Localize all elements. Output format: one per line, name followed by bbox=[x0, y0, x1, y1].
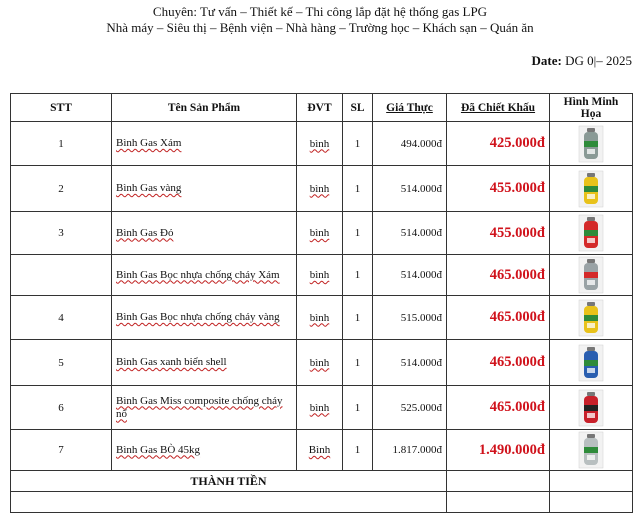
cell-unit bbox=[297, 166, 343, 212]
cell-qty-text: 1 bbox=[354, 269, 361, 281]
cell-qty bbox=[343, 340, 373, 386]
cell-image bbox=[550, 212, 633, 255]
cell-stt-text: 4 bbox=[58, 311, 64, 324]
cell-unit bbox=[297, 212, 343, 255]
cell-discount bbox=[447, 122, 550, 166]
cell-unit bbox=[297, 340, 343, 386]
cell-qty-text: 1 bbox=[354, 137, 361, 150]
cell-discount-text: 465.000đ bbox=[489, 309, 545, 325]
extra-row-image-cell bbox=[550, 492, 633, 513]
cell-unit bbox=[297, 255, 343, 296]
col-header-qty: SL bbox=[343, 94, 373, 122]
cell-price bbox=[373, 122, 447, 166]
col-header-unit: ĐVT bbox=[297, 94, 343, 122]
cell-qty-text: 1 bbox=[354, 182, 361, 195]
cell-stt bbox=[11, 296, 112, 340]
cell-stt bbox=[11, 212, 112, 255]
document-header bbox=[0, 4, 640, 36]
col-header-stt: STT bbox=[11, 94, 112, 122]
cell-discount-text: 1.490.000đ bbox=[478, 441, 545, 458]
cell-unit-text: bình bbox=[309, 356, 330, 369]
cell-discount-text: 455.000đ bbox=[489, 180, 545, 196]
cell-stt-text: 1 bbox=[58, 137, 64, 150]
table-row bbox=[11, 122, 633, 166]
cell-discount-text: 455.000đ bbox=[489, 224, 545, 241]
total-image-cell bbox=[550, 471, 633, 492]
cell-discount-text: 465.000đ bbox=[489, 266, 545, 283]
header-line-2: Nhà máy – Siêu thị – Bệnh viện – Nhà hàng – Trường học – Khách sạn – Quán ăn bbox=[106, 20, 534, 35]
cell-unit-text: bình bbox=[309, 227, 330, 239]
gas-cylinder-icon bbox=[578, 299, 604, 337]
cell-price bbox=[373, 386, 447, 430]
total-row bbox=[11, 471, 633, 492]
cell-discount bbox=[447, 166, 550, 212]
cell-product-name-text: Bình Gas Miss composite chống cháy nổ bbox=[116, 394, 283, 420]
cell-qty-text: 1 bbox=[354, 401, 361, 414]
cell-unit-text: bình bbox=[309, 182, 330, 195]
table-row bbox=[11, 255, 633, 296]
table-header-row bbox=[11, 94, 633, 122]
cell-stt-text: 6 bbox=[58, 401, 64, 414]
cell-product-name-text: Bình Gas vàng bbox=[116, 182, 182, 194]
cell-stt-text: 7 bbox=[58, 444, 64, 456]
cell-product-name bbox=[112, 122, 297, 166]
cell-image bbox=[550, 255, 633, 296]
table-row bbox=[11, 386, 633, 430]
cell-discount-text: 425.000đ bbox=[489, 135, 545, 151]
cell-product-name-text: Bình Gas BÒ 45kg bbox=[116, 443, 201, 456]
cell-product-name bbox=[112, 255, 297, 296]
extra-row-value-cell bbox=[447, 492, 550, 513]
cell-price-text: 1.817.000đ bbox=[392, 444, 442, 456]
cell-unit-text: bình bbox=[309, 401, 330, 414]
cell-unit bbox=[297, 122, 343, 166]
cell-product-name-text: Bình Gas xanh biển shell bbox=[116, 356, 227, 368]
col-header-price: Giá Thực bbox=[373, 94, 447, 122]
cell-qty bbox=[343, 386, 373, 430]
cell-product-name bbox=[112, 166, 297, 212]
cell-price-text: 514.000đ bbox=[400, 182, 442, 195]
cell-unit-text: bình bbox=[309, 269, 330, 281]
total-value-cell bbox=[447, 471, 550, 492]
cell-qty bbox=[343, 255, 373, 296]
gas-cylinder-icon bbox=[578, 214, 604, 252]
cell-product-name bbox=[112, 212, 297, 255]
cell-price bbox=[373, 255, 447, 296]
cell-image bbox=[550, 166, 633, 212]
cell-unit-text: bình bbox=[309, 137, 330, 150]
cell-qty bbox=[343, 430, 373, 471]
cell-discount bbox=[447, 255, 550, 296]
cell-stt-text: 5 bbox=[58, 356, 64, 369]
cell-qty-text: 1 bbox=[354, 227, 361, 239]
col-header-discount: Đã Chiết Khấu bbox=[447, 94, 550, 122]
cell-product-name-text: Bình Gas Bọc nhựa chống cháy Xám bbox=[116, 268, 280, 281]
cell-discount bbox=[447, 340, 550, 386]
cell-price-text: 515.000đ bbox=[400, 311, 442, 324]
cell-product-name bbox=[112, 386, 297, 430]
cell-stt-text: 3 bbox=[58, 227, 64, 239]
gas-cylinder-icon bbox=[578, 256, 604, 294]
cell-discount bbox=[447, 386, 550, 430]
cell-discount-text: 465.000đ bbox=[489, 354, 545, 370]
cell-qty bbox=[343, 166, 373, 212]
table-row bbox=[11, 212, 633, 255]
cell-image bbox=[550, 430, 633, 471]
cell-unit bbox=[297, 430, 343, 471]
table-row bbox=[11, 340, 633, 386]
cell-price-text: 525.000đ bbox=[400, 401, 442, 414]
cell-stt bbox=[11, 122, 112, 166]
cell-product-name bbox=[112, 296, 297, 340]
gas-cylinder-icon bbox=[578, 431, 604, 469]
cell-unit-text: Bình bbox=[308, 444, 331, 456]
cell-qty-text: 1 bbox=[354, 311, 361, 324]
cell-qty bbox=[343, 122, 373, 166]
cell-qty-text: 1 bbox=[354, 356, 361, 369]
cell-unit-text: bình bbox=[309, 311, 330, 324]
cell-qty-text: 1 bbox=[354, 444, 361, 456]
cell-stt bbox=[11, 430, 112, 471]
cell-stt bbox=[11, 386, 112, 430]
cell-price bbox=[373, 296, 447, 340]
price-table bbox=[10, 93, 633, 513]
cell-image bbox=[550, 386, 633, 430]
col-header-name: Tên Sản Phẩm bbox=[112, 94, 297, 122]
cell-price-text: 514.000đ bbox=[400, 269, 442, 281]
cell-unit bbox=[297, 296, 343, 340]
date-line bbox=[532, 53, 632, 69]
cell-product-name-text: Bình Gas Đỏ bbox=[116, 226, 174, 239]
cell-discount-text: 465.000đ bbox=[489, 399, 545, 415]
cell-price-text: 514.000đ bbox=[400, 356, 442, 369]
cell-product-name bbox=[112, 340, 297, 386]
gas-cylinder-icon bbox=[578, 170, 604, 208]
total-label: THÀNH TIỀN bbox=[11, 471, 447, 492]
cell-product-name bbox=[112, 430, 297, 471]
cell-discount bbox=[447, 212, 550, 255]
cell-price bbox=[373, 212, 447, 255]
date-label: Date: bbox=[531, 53, 562, 68]
cell-qty bbox=[343, 296, 373, 340]
cell-stt-text: 2 bbox=[58, 182, 64, 195]
col-header-image: Hình Minh Họa bbox=[550, 94, 633, 122]
cell-image bbox=[550, 340, 633, 386]
gas-cylinder-icon bbox=[578, 125, 604, 163]
cell-price bbox=[373, 430, 447, 471]
table-row bbox=[11, 166, 633, 212]
gas-cylinder-icon bbox=[578, 344, 604, 382]
cell-product-name-text: Bình Gas Bọc nhựa chống cháy vàng bbox=[116, 311, 280, 323]
cell-image bbox=[550, 122, 633, 166]
cell-price bbox=[373, 166, 447, 212]
header-line-1: Chuyên: Tư vấn – Thiết kế – Thi công lắp đặt hệ thống gas LPG bbox=[152, 4, 488, 19]
cell-image bbox=[550, 296, 633, 340]
gas-cylinder-icon bbox=[578, 389, 604, 427]
cell-stt bbox=[11, 340, 112, 386]
date-value: DG 0|– 2025 bbox=[565, 53, 632, 68]
cell-price-text: 494.000đ bbox=[400, 137, 442, 150]
table-row bbox=[11, 430, 633, 471]
cell-price bbox=[373, 340, 447, 386]
extra-row-cell bbox=[11, 492, 447, 513]
table-row bbox=[11, 296, 633, 340]
cell-discount bbox=[447, 296, 550, 340]
cell-unit bbox=[297, 386, 343, 430]
cell-discount bbox=[447, 430, 550, 471]
extra-row bbox=[11, 492, 633, 513]
cell-price-text: 514.000đ bbox=[400, 227, 442, 239]
cell-stt bbox=[11, 166, 112, 212]
cell-product-name-text: Bình Gas Xám bbox=[116, 137, 182, 149]
cell-qty bbox=[343, 212, 373, 255]
cell-stt bbox=[11, 255, 112, 296]
